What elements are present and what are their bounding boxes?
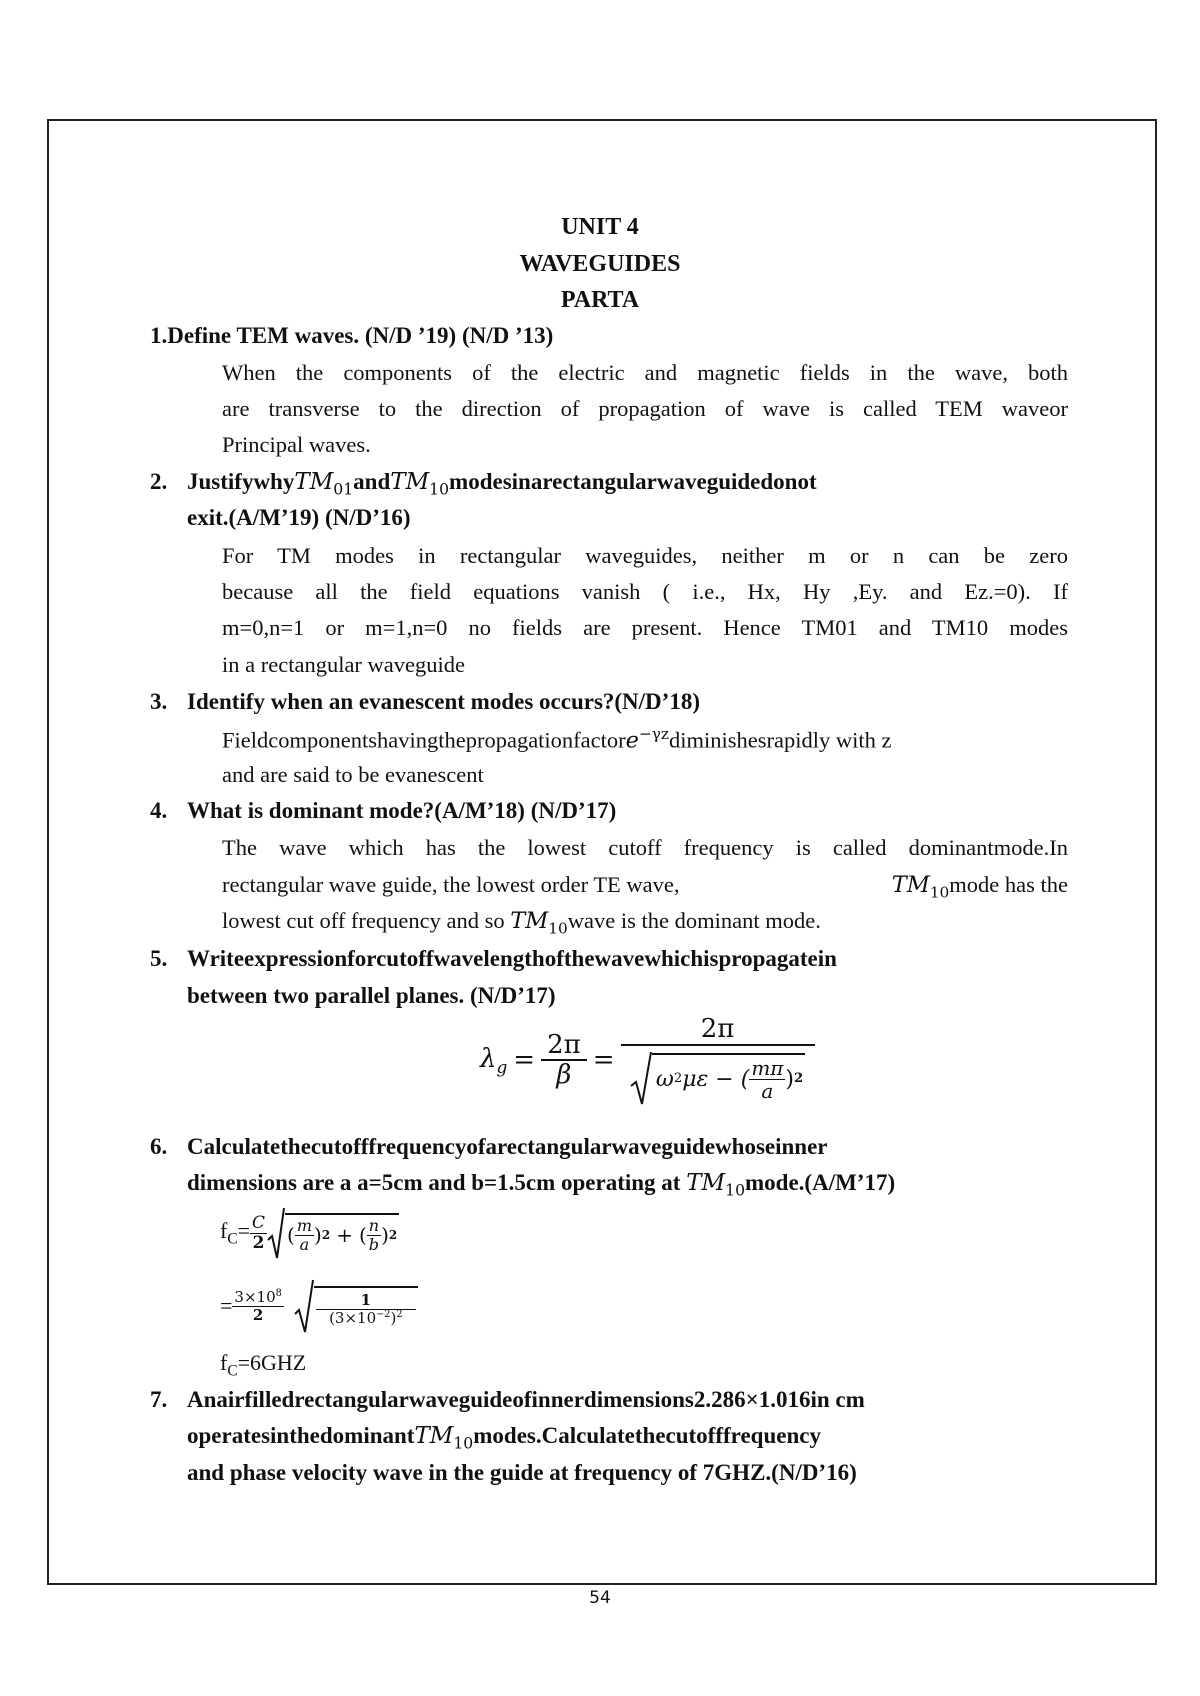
question-7-num: 7. xyxy=(150,1387,168,1412)
plus-sign: + xyxy=(336,1223,353,1247)
exponent-2: 2 xyxy=(673,1071,683,1087)
answer-1-line-2: are transverse to the direction of propagation of wave is called TEM waveor xyxy=(222,396,1068,421)
answer-2-line-1: For TM modes in rectangular waveguides, neither m or n can be zero xyxy=(222,543,1068,568)
question-7-text-a: operatesinthedominant xyxy=(187,1423,415,1448)
fraction-3e8-over-2 xyxy=(232,1289,283,1323)
answer-4-line-3 xyxy=(222,908,821,938)
exponent-2: 2 xyxy=(321,1228,331,1242)
tm-symbol: TM xyxy=(390,469,430,495)
answer-4-tm10 xyxy=(892,872,1068,902)
numerator: m xyxy=(296,1215,313,1235)
answer-4-text-c: lowest cut off frequency and so xyxy=(222,908,505,933)
denominator: 2 xyxy=(252,1305,264,1324)
question-6-line-1: Calculatethecutofffrequencyofarectangularwaveguidewhoseinner xyxy=(187,1134,828,1159)
question-7-line-3: and phase velocity wave in the guide at frequency of 7GHZ.(N/D’16) xyxy=(187,1460,857,1485)
close-paren: ) xyxy=(390,1308,397,1327)
radicand xyxy=(652,1053,805,1102)
fraction-1-over-d xyxy=(316,1292,416,1326)
omega-symbol: ω xyxy=(655,1066,674,1092)
e-symbol: e xyxy=(625,727,639,754)
answer-1-line-1: When the components of the electric and magnetic fields in the wave, both xyxy=(222,360,1068,385)
equals-sign: = xyxy=(592,1045,615,1076)
subscript-10: 10 xyxy=(725,1180,746,1200)
numerator: C xyxy=(252,1212,266,1233)
subscript-10: 10 xyxy=(429,479,450,499)
equals-sign: = xyxy=(237,1217,251,1243)
question-4: What is dominant mode?(A/M’18) (N/D’17) xyxy=(187,798,617,823)
page-number: 54 xyxy=(589,1588,611,1608)
denominator: a xyxy=(299,1234,310,1254)
answer-4-line-1: The wave which has the lowest cutoff frequency is called dominantmode.In xyxy=(222,835,1068,860)
tm-symbol: TM xyxy=(294,469,334,495)
question-3-num: 3. xyxy=(150,689,168,714)
cutoff-formula xyxy=(220,1206,399,1260)
close-paren: ) xyxy=(785,1066,795,1092)
question-7-line-1: Anairfilledrectangularwaveguideofinnerdimensions2.286×1.016in cm xyxy=(187,1387,865,1412)
three-times-ten: 3×10 xyxy=(234,1288,276,1306)
answer-2-line-3: m=0,n=1 or m=1,n=0 no fields are present. Hence TM01 and TM10 modes xyxy=(222,615,1068,640)
answer-2-line-4: in a rectangular waveguide xyxy=(222,652,466,677)
open-paren: ( xyxy=(358,1223,367,1247)
answer-4-text-b: mode has the xyxy=(949,872,1068,897)
answer-3-text-a: Fieldcomponentshavingthepropagationfactor xyxy=(222,727,626,753)
equals-sign: = xyxy=(237,1350,251,1375)
tm-symbol: TM xyxy=(686,1170,726,1196)
sqrt-sign xyxy=(294,1278,314,1334)
answer-4-text-d: wave is the dominant mode. xyxy=(567,908,821,933)
fc-label xyxy=(220,1218,250,1248)
numerator: 1 xyxy=(316,1292,416,1310)
subscript-c: C xyxy=(227,1362,238,1380)
numerator: 2π xyxy=(541,1031,587,1062)
radical-denominator xyxy=(630,1046,805,1106)
fraction-2pi-beta xyxy=(541,1031,587,1090)
numerator: 2π xyxy=(621,1015,815,1046)
answer-3-line-2: and are said to be evanescent xyxy=(222,762,484,787)
topic-heading: WAVEGUIDES xyxy=(519,251,681,277)
denominator: a xyxy=(761,1079,774,1104)
question-5-line-2: between two parallel planes. (N/D’17) xyxy=(187,983,556,1008)
radicand xyxy=(314,1286,418,1326)
answer-3-line-1 xyxy=(222,725,891,754)
fraction-radical xyxy=(621,1015,815,1106)
radicand xyxy=(285,1213,399,1253)
f-symbol: f xyxy=(220,1217,228,1243)
question-6-num: 6. xyxy=(150,1134,168,1159)
question-2-text-a: Justifywhy xyxy=(187,469,295,494)
question-4-num: 4. xyxy=(150,798,168,823)
subscript-10: 10 xyxy=(929,883,950,902)
fraction-m-over-a xyxy=(295,1217,314,1253)
mu-epsilon: με − ( xyxy=(682,1066,750,1092)
question-7-text-b: modes.Calculatethecutofffrequency xyxy=(473,1423,821,1448)
exponent-gamma-z: −γz xyxy=(638,725,669,743)
exponent-8: 8 xyxy=(275,1288,282,1299)
question-6-text-a: dimensions are a a=5cm and b=1.5cm operating at xyxy=(187,1170,681,1195)
cutoff-substitution xyxy=(220,1278,418,1334)
tm-symbol: TM xyxy=(510,908,549,934)
exponent-2: 2 xyxy=(388,1228,398,1242)
fraction-n-over-b xyxy=(367,1217,381,1253)
exponent-2: 2 xyxy=(396,1308,403,1320)
unit-heading: UNIT 4 xyxy=(561,214,639,240)
answer-1-line-3: Principal waves. xyxy=(222,432,371,457)
answer-4-line-2 xyxy=(222,872,1068,902)
question-6-line-2 xyxy=(187,1170,895,1200)
tm-symbol: TM xyxy=(414,1423,454,1449)
sqrt-sign xyxy=(630,1050,652,1106)
question-2-line-1 xyxy=(187,469,817,499)
close-paren: ) xyxy=(381,1223,389,1247)
question-5-line-1: Writeexpressionforcutoffwavelengthofthewavewhichispropagatein xyxy=(187,946,837,971)
lambda-symbol: λ xyxy=(480,1043,497,1074)
question-5-num: 5. xyxy=(150,946,168,971)
denominator: b xyxy=(368,1234,380,1254)
fraction-mpi-a xyxy=(749,1057,785,1102)
question-6-text-b: mode.(A/M’17) xyxy=(745,1170,896,1195)
exponent-minus-2: −2 xyxy=(376,1308,391,1320)
answer-2-line-2: because all the field equations vanish ( i.e., Hx, Hy ,Ey. and Ez.=0). If xyxy=(222,579,1068,604)
question-7-line-2 xyxy=(187,1423,821,1453)
lambda-g xyxy=(480,1044,507,1077)
denominator xyxy=(329,1310,403,1327)
equals-sign: = xyxy=(220,1293,233,1318)
three-times-ten: (3×10 xyxy=(329,1308,377,1327)
exponent-2: 2 xyxy=(794,1071,804,1087)
question-2-text-c: modesinarectangularwaveguidedonot xyxy=(449,469,817,494)
question-2-text-b: and xyxy=(353,469,391,494)
answer-3-text-b: diminishesrapidly with z xyxy=(669,727,892,753)
open-paren: ( xyxy=(287,1223,295,1247)
question-2-line-2: exit.(A/M’19) (N/D’16) xyxy=(187,505,411,530)
question-2-num: 2. xyxy=(150,469,168,494)
close-paren: ) xyxy=(314,1223,322,1247)
sqrt-sign xyxy=(267,1206,285,1260)
numerator: n xyxy=(368,1215,380,1235)
numerator xyxy=(232,1289,283,1307)
question-3: Identify when an evanescent modes occurs?(N/D’18) xyxy=(187,689,700,714)
fraction-c-over-2 xyxy=(250,1214,267,1252)
denominator: 2 xyxy=(252,1232,265,1253)
wavelength-formula xyxy=(480,1015,815,1106)
denominator: β xyxy=(556,1060,572,1091)
subscript-10: 10 xyxy=(548,919,568,938)
result-value: 6GHZ xyxy=(250,1350,307,1375)
question-1: 1.Define TEM waves. (N/D ’19) (N/D ’13) xyxy=(150,323,554,348)
subscript-10: 10 xyxy=(453,1433,474,1453)
equals-sign: = xyxy=(513,1045,536,1076)
subscript-01: 01 xyxy=(333,479,354,499)
tm-symbol: TM xyxy=(891,872,930,898)
numerator: mπ xyxy=(751,1056,784,1081)
part-heading: PARTA xyxy=(560,287,640,313)
subscript-g: g xyxy=(496,1056,508,1077)
cutoff-result xyxy=(220,1350,306,1380)
f-symbol: f xyxy=(220,1350,228,1375)
subscript-c: C xyxy=(227,1230,238,1248)
answer-4-text-a: rectangular wave guide, the lowest order TE wave, xyxy=(222,872,680,897)
